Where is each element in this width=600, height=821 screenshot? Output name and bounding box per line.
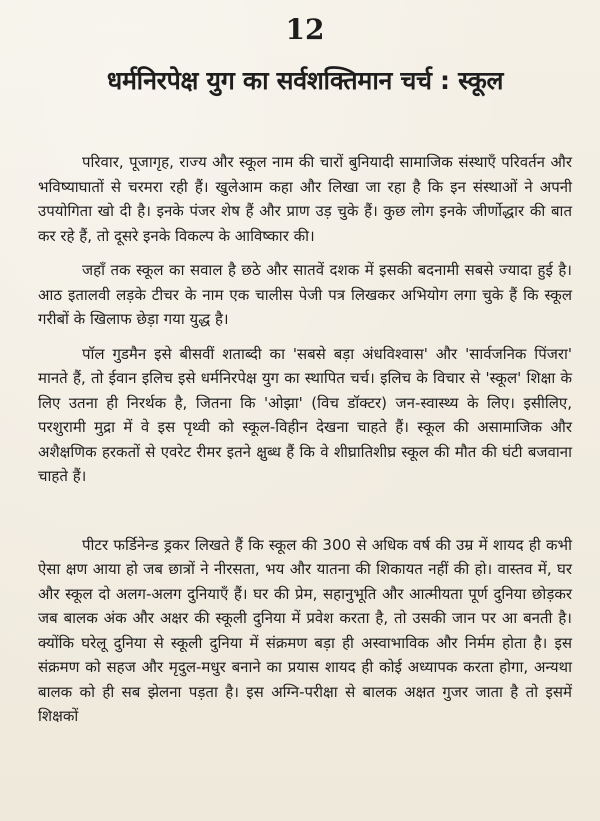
paragraph-3: पॉल गुडमैन इसे बीसवीं शताब्दी का 'सबसे बड़ा अंधविश्वास' और 'सार्वजनिक पिंजरा' मानते हैं, तो ईवान इलिच इसे धर्मनिरपेक्ष युग का स्थापित चर्च। इलिच के विचार से 'स्कूल' शिक्षा के लिए उतना ही निरर्थक है, जितना कि 'ओझा' (विच डॉक्टर) जन-स्वास्थ्य के लिए। इसीलिए, परशुरामी मुद्रा में वे इस पृथ्वी को स्कूल-विहीन देखना चाहते हैं। स्कूल की असामाजिक और अशैक्षणिक हरकतों से एवरेट रीमर इतने क्षुब्ध हैं कि वे शीघ्रातिशीघ्र स्कूल की मौत की घंटी बजवाना चाहते हैं। (38, 344, 572, 485)
chapter-number: 12 (285, 13, 325, 46)
paragraph-4: पीटर फर्डिनेन्ड ड्रकर लिखते हैं कि स्कूल की 300 से अधिक वर्ष की उम्र में शायद ही कभी ऐसा क्षण आया हो जब छात्रों ने नीरसता, भय और यातना की शिकायत नहीं की हो। वास्तव में, घर और स्कूल दो अलग-अलग दुनियाएँ हैं। घर की प्रेम, सहानुभूति और आत्मीयता पूर्ण दुनिया छोड़कर जब बालक अंक और अक्षर की स्कूली दुनिया में प्रवेश करता है, तो उसकी जान पर आ बनती है। क्योंकि घरेलू दुनिया से स्कूली दुनिया में संक्रमण बड़ा ही अस्वाभाविक और निर्मम होता है। इस संक्रमण को सहज और मृदुल-मधुर बनाने का प्रयास शायद ही कोई अध्यापक करता होगा, अन्यथा बालक को ही सब झेलना पड़ता है। इस अग्नि-परीक्षा से बालक अक्षत गुजर जाता है तो इसमें शिक्षकों (38, 535, 572, 725)
chapter-title: धर्मनिरपेक्ष युग का सर्वशक्तिमान चर्च : स्कूल (106, 66, 504, 95)
paragraph-1: परिवार, पूजागृह, राज्य और स्कूल नाम की चारों बुनियादी सामाजिक संस्थाएँ परिवर्तन और भविष्याघातों से चरमरा रही हैं। खुलेआम कहा और लिखा जा रहा है कि इन संस्थाओं ने अपनी उपयोगिता खो दी है। इनके पंजर शेष हैं और प्राण उड़ चुके हैं। कुछ लोग इनके जीर्णोद्धार की बात कर रहे हैं, तो दूसरे इनके विकल्प के आविष्कार की। (38, 153, 572, 245)
chapter-body (38, 150, 572, 729)
paragraph-2: जहाँ तक स्कूल का सवाल है छठे और सातवें दशक में इसकी बदनामी सबसे ज्यादा हुई है। आठ इतालवी लड़के टीचर के नाम एक चालीस पेजी पत्र लिखकर अभियोग लगा चुके हैं कि स्कूल गरीबों के खिलाफ छेड़ा गया युद्ध है। (38, 261, 572, 328)
